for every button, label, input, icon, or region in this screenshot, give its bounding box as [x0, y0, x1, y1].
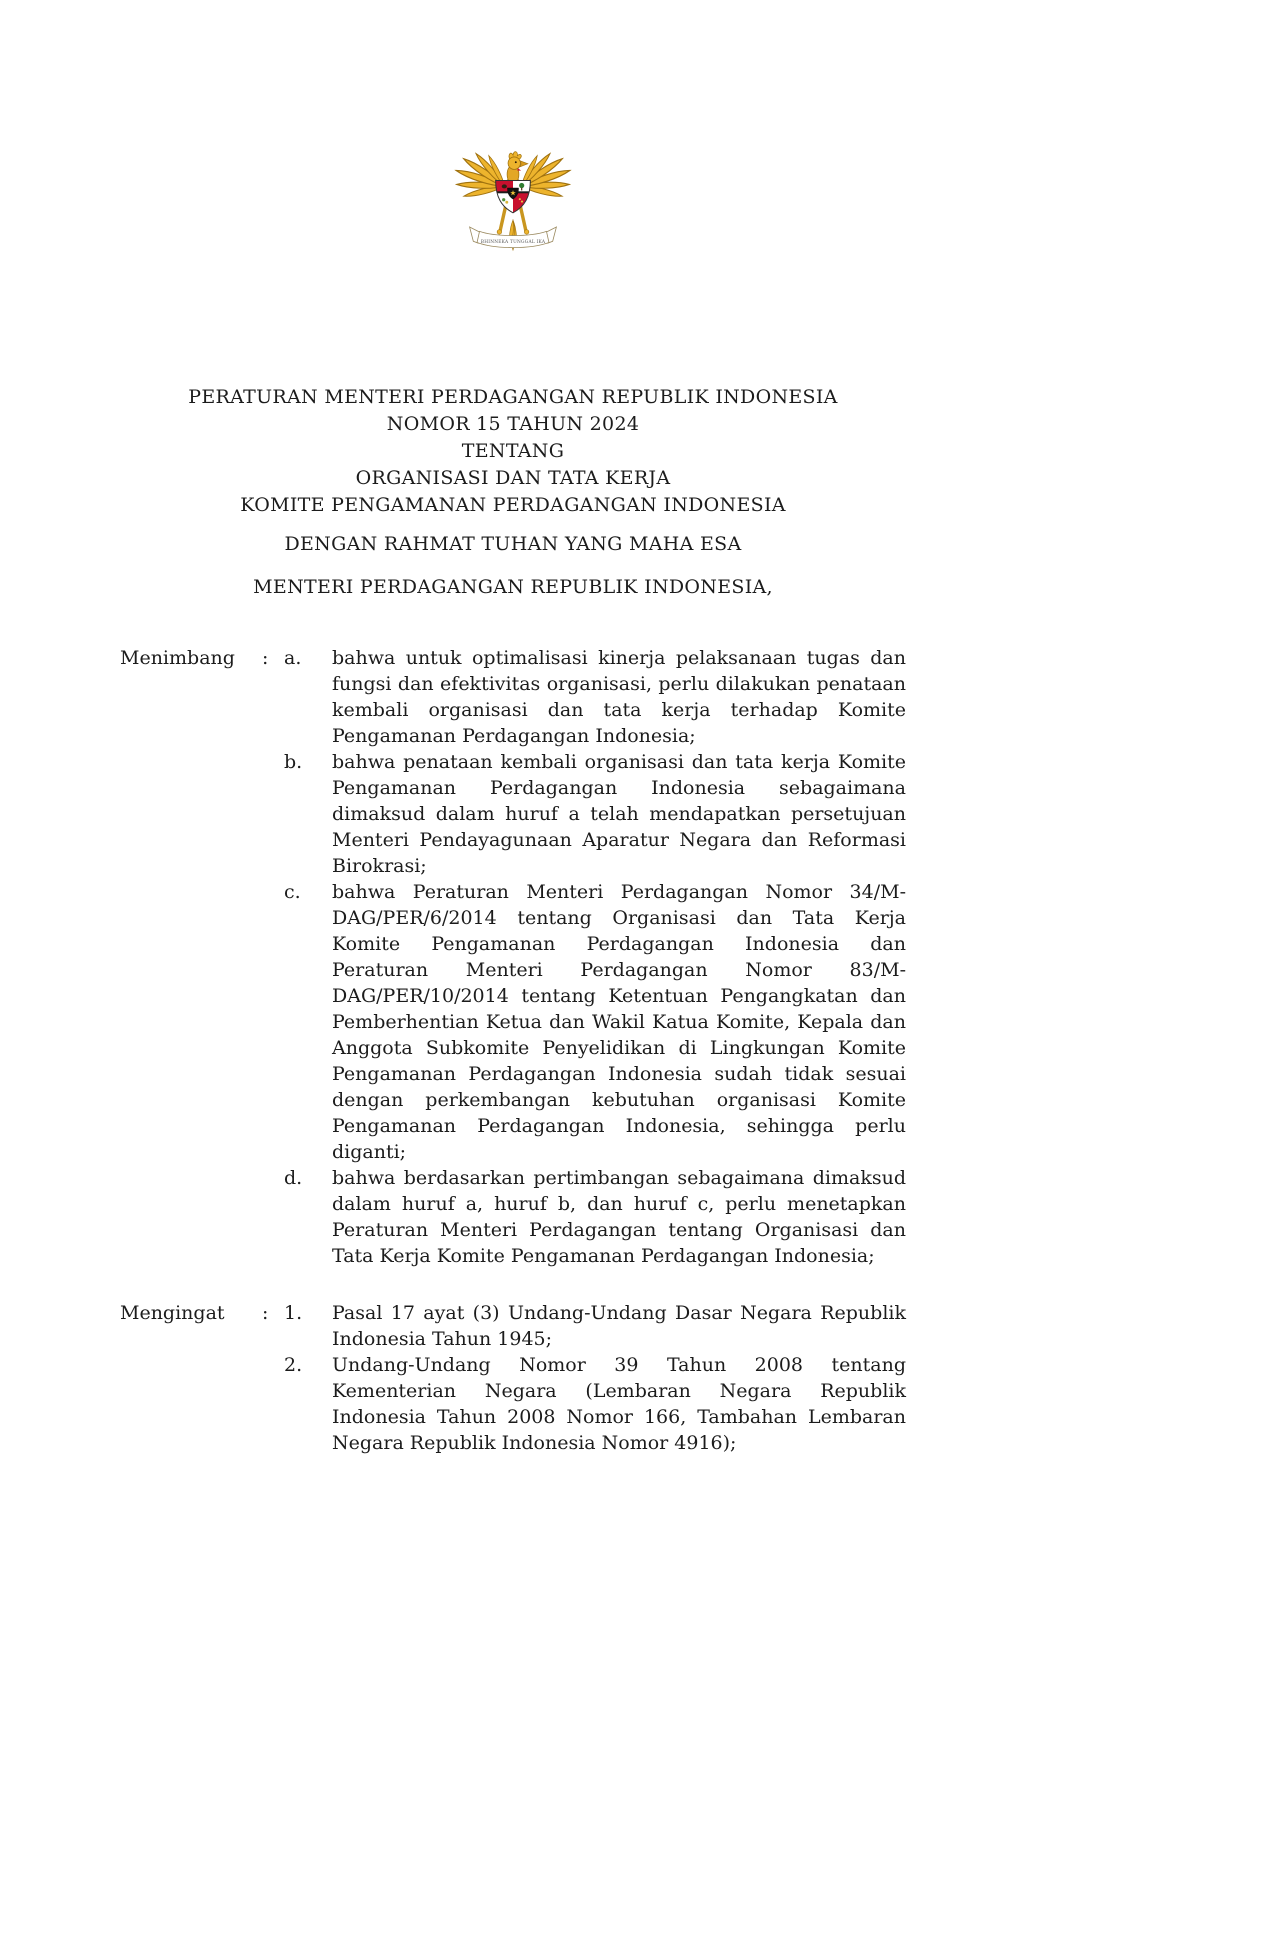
title-line-1: PERATURAN MENTERI PERDAGANGAN REPUBLIK INDONESIA [188, 386, 838, 408]
ribbon-text: BHINNEKA TUNGGAL IKA [480, 239, 546, 245]
item-text: bahwa untuk optimalisasi kinerja pelaksanaan tugas dan fungsi dan efektivitas organisasi, perlu dilakukan penataan kembali organisasi dan tata kerja terhadap Komite Pengamanan Perdagangan Indonesia; [332, 647, 906, 747]
item-marker: 1. [284, 1302, 303, 1324]
list-item [284, 1352, 906, 1456]
item-text: bahwa penataan kembali organisasi dan tata kerja Komite Pengamanan Perdagangan Indonesia sebagaimana dimaksud dalam huruf a telah mendapatkan persetujuan Menteri Pendayagunaan Aparatur Negara dan Reformasi Birokrasi; [332, 751, 906, 877]
preamble-sections [120, 645, 906, 1456]
section-mengingat [120, 1300, 906, 1456]
list-item [284, 879, 906, 1165]
item-text: bahwa berdasarkan pertimbangan sebagaimana dimaksud dalam huruf a, huruf b, dan huruf c, perlu menetapkan Peraturan Menteri Perdagangan tentang Organisasi dan Tata Kerja Komite Pengamanan Perdagangan Indonesia; [332, 1167, 906, 1267]
section-items [284, 645, 906, 1269]
emblem-container [120, 0, 906, 274]
title-line-4: ORGANISASI DAN TATA KERJA [355, 467, 671, 489]
item-text: Undang-Undang Nomor 39 Tahun 2008 tentang Kementerian Negara (Lembaran Negara Republik Indonesia Tahun 2008 Nomor 166, Tambahan Lembaran Negara Republik Indonesia Nomor 4916); [332, 1354, 906, 1454]
title-line-5: KOMITE PENGAMANAN PERDAGANGAN INDONESIA [240, 494, 786, 516]
document-title [120, 384, 906, 519]
item-marker: c. [284, 881, 301, 903]
item-marker: 2. [284, 1354, 303, 1376]
document-content [120, 0, 906, 1456]
title-line-3: TENTANG [461, 440, 565, 462]
section-label: Menimbang [120, 647, 235, 669]
item-marker: d. [284, 1167, 303, 1189]
garuda-emblem-icon [451, 127, 575, 270]
section-items [284, 1300, 906, 1456]
list-item [284, 1165, 906, 1269]
item-text: bahwa Peraturan Menteri Perdagangan Nomor 34/M-DAG/PER/6/2014 tentang Organisasi dan Tata Kerja Komite Pengamanan Perdagangan Indonesia dan Peraturan Menteri Perdagangan Nomor 83/M-DAG/PER/10/2014 tentang Ketentuan Pengangkatan dan Pemberhentian Ketua dan Wakil Katua Komite, Kepala dan Anggota Subkomite Penyelidikan di Lingkungan Komite Pengamanan Perdagangan Indonesia sudah tidak sesuai dengan perkembangan kebutuhan organisasi Komite Pengamanan Perdagangan Indonesia, sehingga perlu diganti; [332, 881, 906, 1163]
item-text: Pasal 17 ayat (3) Undang-Undang Dasar Negara Republik Indonesia Tahun 1945; [332, 1302, 906, 1350]
section-menimbang [120, 645, 906, 1269]
list-item [284, 749, 906, 879]
item-marker: a. [284, 647, 302, 669]
section-colon: : [262, 647, 269, 669]
section-label: Mengingat [120, 1302, 225, 1324]
list-item [284, 645, 906, 749]
invocation-line: DENGAN RAHMAT TUHAN YANG MAHA ESA [284, 533, 742, 555]
list-item [284, 1300, 906, 1352]
authority-line: MENTERI PERDAGANGAN REPUBLIK INDONESIA, [253, 576, 773, 598]
item-marker: b. [284, 751, 303, 773]
title-line-2: NOMOR 15 TAHUN 2024 [386, 413, 640, 435]
section-colon: : [262, 1302, 269, 1324]
